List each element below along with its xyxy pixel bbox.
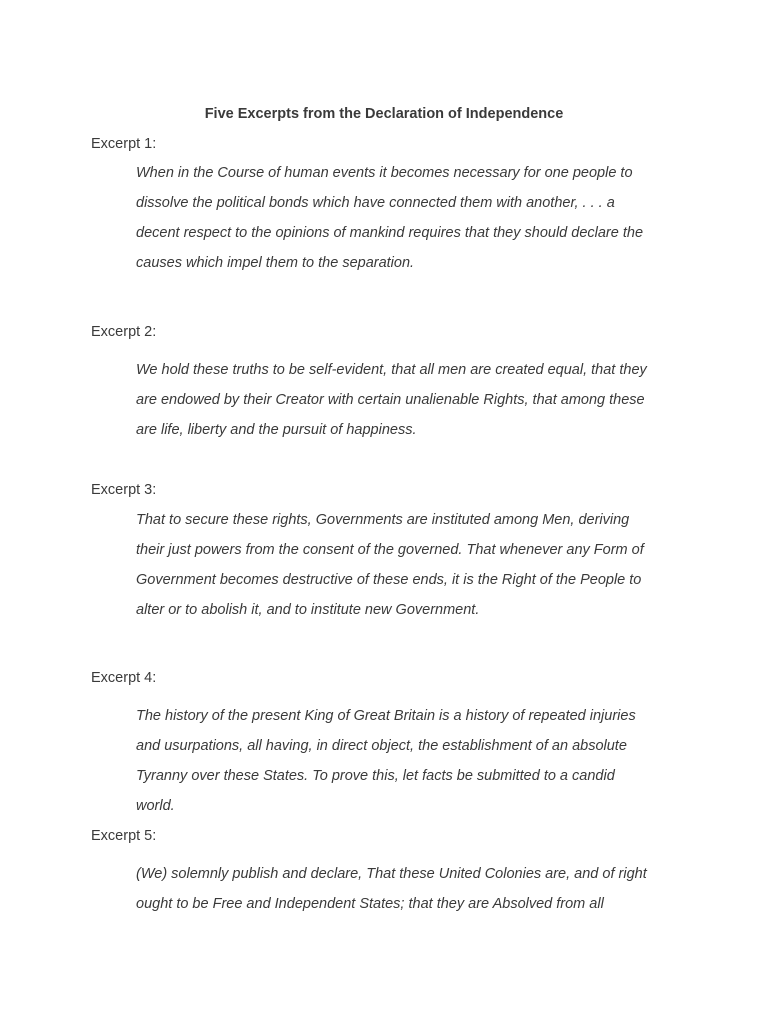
excerpt-5-heading: Excerpt 5:	[91, 828, 157, 844]
document-title: Five Excerpts from the Declaration of Independence	[204, 106, 564, 122]
excerpt-2-line-2: are endowed by their Creator with certain unalienable Rights, that among these	[136, 392, 645, 408]
excerpt-1-heading: Excerpt 1:	[91, 136, 157, 152]
excerpt-4-line-3: Tyranny over these States. To prove this, let facts be submitted to a candid	[136, 768, 615, 784]
excerpt-3-line-4: alter or to abolish it, and to institute new Government.	[136, 602, 480, 618]
excerpt-1-line-3: decent respect to the opinions of mankind requires that they should declare the	[136, 225, 644, 241]
excerpt-5-line-2: ought to be Free and Independent States; that they are Absolved from all	[136, 896, 604, 912]
excerpt-4-line-2: and usurpations, all having, in direct object, the establishment of an absolute	[136, 738, 627, 754]
excerpt-1-line-1: When in the Course of human events it becomes necessary for one people to	[136, 165, 633, 181]
excerpt-3-line-3: Government becomes destructive of these ends, it is the Right of the People to	[136, 572, 642, 588]
excerpt-3-text	[136, 505, 696, 625]
excerpt-4-text	[136, 701, 696, 821]
excerpt-2-line-1: We hold these truths to be self-evident, that all men are created equal, that they	[136, 362, 647, 378]
excerpt-4-line-4: world.	[136, 798, 175, 814]
excerpt-3-heading: Excerpt 3:	[91, 482, 157, 498]
excerpt-2-text	[136, 355, 696, 445]
excerpt-3-line-2: their just powers from the consent of the governed. That whenever any Form of	[136, 542, 644, 558]
excerpt-2-line-3: are life, liberty and the pursuit of happiness.	[136, 422, 417, 438]
excerpt-5-text	[136, 859, 696, 919]
excerpt-2-heading: Excerpt 2:	[91, 324, 157, 340]
excerpt-1-text	[136, 158, 696, 278]
excerpt-3-line-1: That to secure these rights, Governments are instituted among Men, deriving	[136, 512, 630, 528]
excerpt-4-heading: Excerpt 4:	[91, 670, 157, 686]
excerpt-1-line-2: dissolve the political bonds which have connected them with another, . . . a	[136, 195, 615, 211]
excerpt-5-line-1: (We) solemnly publish and declare, That these United Colonies are, and of right	[136, 866, 647, 882]
excerpt-4-line-1: The history of the present King of Great Britain is a history of repeated injuries	[136, 708, 636, 724]
excerpt-1-line-4: causes which impel them to the separation.	[136, 255, 415, 271]
